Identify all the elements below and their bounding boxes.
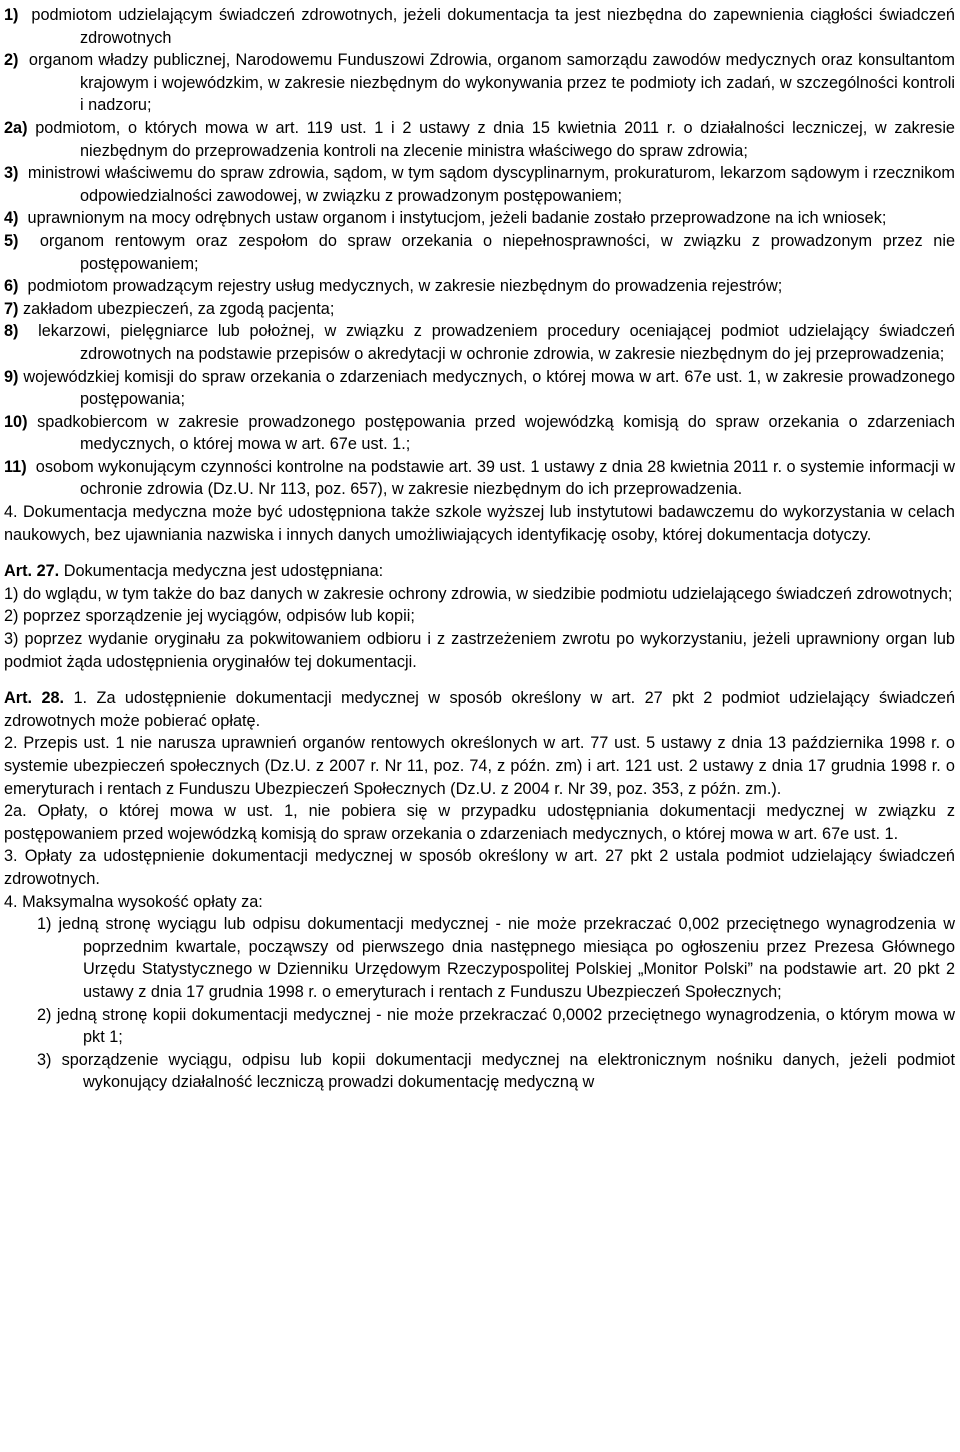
art27-intro: Art. 27. Dokumentacja medyczna jest udostępniana: [4, 562, 384, 581]
art27-point-3: 3) poprzez wydanie oryginału za pokwitowaniem odbioru i z zastrzeżeniem zwrotu po wykorzystaniu, jeżeli uprawniony organ lub podmiot żąda udostępnienia oryginałów tej dokumentacji. [4, 630, 955, 671]
list-item-6: 6) podmiotom prowadzącym rejestry usług medycznych, w zakresie niezbędnym do prowadzenia rejestrów; [4, 277, 783, 296]
art27-point-1: 1) do wglądu, w tym także do baz danych w zakresie ochrony zdrowia, w siedzibie podmiotu udzielającego świadczeń zdrowotnych; [4, 584, 953, 603]
list-item-8: 8) lekarzowi, pielęgniarce lub położnej, w związku z prowadzeniem procedury oceniającej podmiot udzielający świadczeń zdrowotnych na podstawie przepisów o akredytacji w ochronie zdrowia, w zakresie niezbędnym do jej przeprowadzenia; [4, 322, 955, 363]
list-item-2a: 2a) podmiotom, o których mowa w art. 119 ust. 1 i 2 ustawy z dnia 15 kwietnia 2011 r. o działalności leczniczej, w zakresie niezbędnym do przeprowadzenia kontroli na zlecenie ministra właściwego do spraw zdrowia; [4, 118, 955, 160]
art28-ust4: 4. Maksymalna wysokość opłaty za: [4, 892, 263, 911]
art28-ust4-point-3: 3) sporządzenie wyciągu, odpisu lub kopii dokumentacji medycznej na elektronicznym nośniku danych, jeżeli podmiot wykonujący działalność leczniczą prowadzi dokumentację medyczną w [37, 1050, 955, 1092]
list-item-2: 2) organom władzy publicznej, Narodowemu Funduszowi Zdrowia, organom samorządu zawodów medycznych oraz konsultantom krajowym i wojewódzkim, w zakresie niezbędnym do wykonywania przez te podmioty ich zadań, w szczególności kontroli i nadzoru; [4, 51, 955, 115]
list-item-7: 7) zakładom ubezpieczeń, za zgodą pacjenta; [4, 299, 335, 318]
art27-heading: Art. 27. [4, 562, 60, 581]
art28-heading: Art. 28. [4, 689, 65, 708]
section-gap [4, 673, 955, 687]
list-item-10: 10) spadkobiercom w zakresie prowadzonego postępowania przed wojewódzką komisją do spraw orzekania o zdarzeniach medycznych, o której mowa w art. 67e ust. 1.; [4, 412, 955, 454]
list-item-11: 11) osobom wykonującym czynności kontrolne na podstawie art. 39 ust. 1 ustawy z dnia 28 kwietnia 2011 r. o systemie informacji w ochronie zdrowia (Dz.U. Nr 113, poz. 657), w zakresie niezbędnym do ich przeprowadzenia. [4, 457, 955, 499]
art28-ust3: 3. Opłaty za udostępnienie dokumentacji medycznej w sposób określony w art. 27 pkt 2 ustala podmiot udzielający świadczeń zdrowotnych. [4, 847, 955, 888]
section-gap [4, 546, 955, 560]
art28-ust4-point-2: 2) jedną stronę kopii dokumentacji medycznej - nie może przekraczać 0,0002 przeciętnego wynagrodzenia, o którym mowa w pkt 1; [37, 1005, 955, 1047]
list-item-1: 1) podmiotom udzielającym świadczeń zdrowotnych, jeżeli dokumentacja ta jest niezbędna do zapewnienia ciągłości świadczeń zdrowotnych [4, 6, 955, 47]
list-item-4: 4) uprawnionym na mocy odrębnych ustaw organom i instytucjom, jeżeli badanie zostało przeprowadzone na ich wniosek; [4, 209, 887, 228]
art26-ust3-list [4, 4, 955, 501]
art27-section [4, 560, 955, 673]
art28-ust2: 2. Przepis ust. 1 nie narusza uprawnień organów rentowych określonych w art. 77 ust. 5 ustawy z dnia 13 października 1998 r. o systemie ubezpieczeń społecznych (Dz.U. z 2007 r. Nr 11, poz. 74, z późn. zm) i art. 121 ust. 2 ustawy z dnia 17 grudnia 1998 r. o emeryturach i rentach z Funduszu Ubezpieczeń Społecznych (Dz.U. z 2004 r. Nr 39, poz. 353, z późn. zm.). [4, 734, 955, 798]
art28-ust1: Art. 28. 1. Za udostępnienie dokumentacji medycznej w sposób określony w art. 27 pkt 2 podmiot udzielający świadczeń zdrowotnych może pobierać opłatę. [4, 689, 956, 730]
art26-ust4-paragraph: 4. Dokumentacja medyczna może być udostępniona także szkole wyższej lub instytutowi badawczemu do wykorzystania w celach naukowych, bez ujawniania nazwiska i innych danych umożliwiających identyfikację osoby, której dokumentacja dotyczy. [4, 503, 955, 544]
art28-section [4, 687, 955, 1094]
list-item-5: 5) organom rentowym oraz zespołom do spraw orzekania o niepełnosprawności, w związku z prowadzonym przez nie postępowaniem; [4, 231, 955, 273]
art28-ust2a: 2a. Opłaty, o której mowa w ust. 1, nie pobiera się w przypadku udostępniania dokumentacji medycznej w związku z postępowaniem przed wojewódzką komisją do spraw orzekania o zdarzeniach medycznych, o której mowa w art. 67e ust. 1. [4, 802, 955, 843]
list-item-9: 9) wojewódzkiej komisji do spraw orzekania o zdarzeniach medycznych, o której mowa w art. 67e ust. 1, w zakresie prowadzonego postępowania; [4, 367, 955, 409]
art28-ust4-point-1: 1) jedną stronę wyciągu lub odpisu dokumentacji medycznej - nie może przekraczać 0,002 przeciętnego wynagrodzenia w poprzednim kwartale, począwszy od pierwszego dnia następnego miesiąca po ogłoszeniu przez Prezesa Głównego Urzędu Statystycznego w Dzienniku Urzędowym Rzeczypospolitej Polskiej „Monitor Polski” na podstawie art. 20 pkt 2 ustawy z dnia 17 grudnia 1998 r. o emeryturach i rentach z Funduszu Ubezpieczeń Społecznych; [37, 915, 955, 1001]
art27-point-2: 2) poprzez sporządzenie jej wyciągów, odpisów lub kopii; [4, 607, 415, 626]
list-item-3: 3) ministrowi właściwemu do spraw zdrowia, sądom, w tym sądom dyscyplinarnym, prokuraturom, lekarzom sądowym i rzecznikom odpowiedzialności zawodowej, w związku z prowadzonym postępowaniem; [4, 164, 955, 205]
